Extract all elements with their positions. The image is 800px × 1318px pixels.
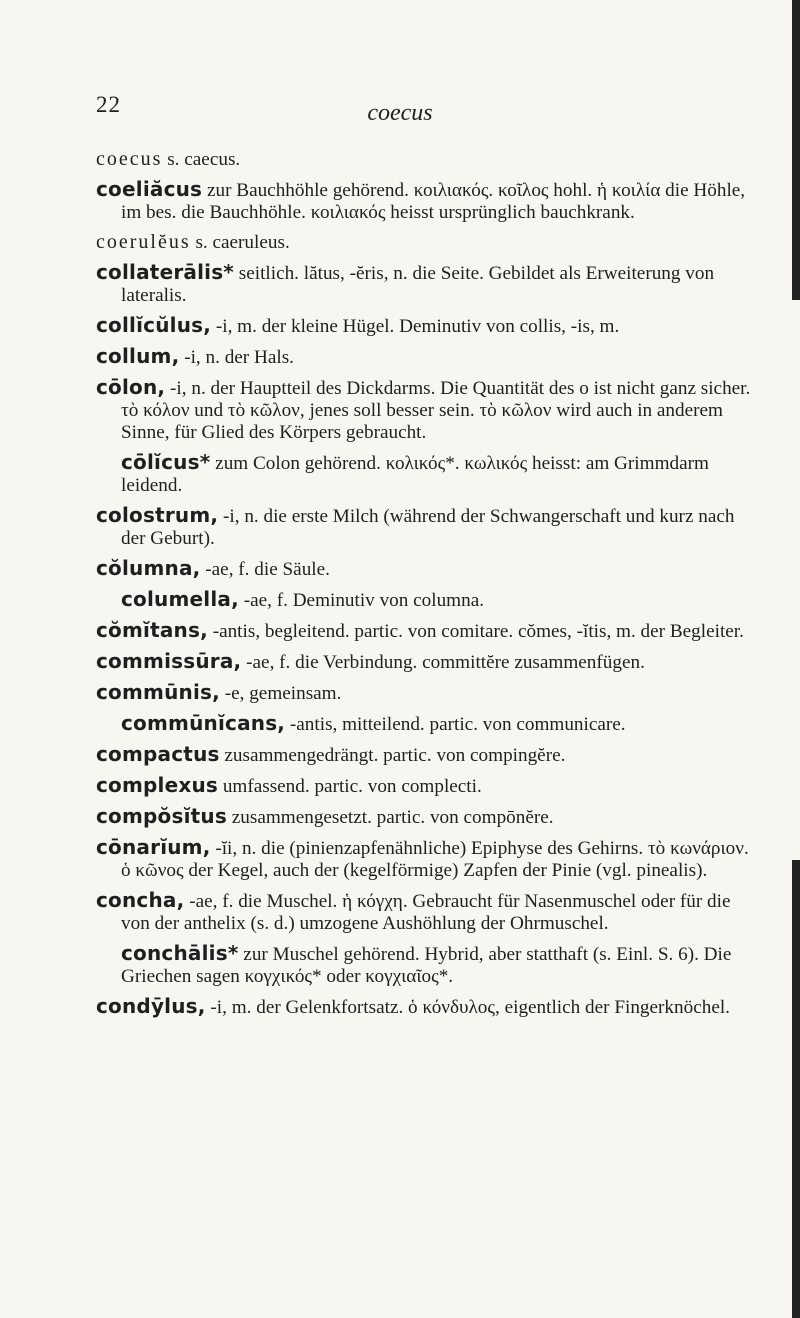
definition: s. caecus.	[162, 149, 241, 170]
headword: collum,	[96, 344, 180, 368]
entry-communis	[96, 681, 756, 705]
definition: -i, n. die erste Milch (während der Schwangerschaft und kurz nach der Geburt).	[121, 506, 735, 549]
entry-coeruleus	[96, 231, 756, 254]
entry-coeliacus	[96, 178, 756, 224]
entry-colicus	[96, 451, 756, 497]
definition: -i, n. der Hauptteil des Dickdarms. Die Quantität des o ist nicht ganz sicher. τὸ κόλον und τὸ κῶλον, jenes soll besser sein. τὸ κῶλον wird auch in anderem Sinne, für Glied des Körpers gebraucht.	[121, 378, 751, 443]
definition: -ae, f. die Verbindung. committĕre zusammenfügen.	[241, 652, 645, 673]
headword: cōnarĭum,	[96, 835, 211, 859]
definition: -ĭi, n. die (pinienzapfenähnliche) Epiphyse des Gehirns. τὸ κωνάριον. ὁ κῶνος der Kegel, auch der (kegelförmige) Zapfen der Pinie (vgl. pinealis).	[121, 838, 749, 881]
headword: cŏmĭtans,	[96, 618, 208, 642]
entry-colliculus	[96, 314, 756, 338]
definition: -antis, begleitend. partic. von comitare. cŏmes, -ĭtis, m. der Begleiter.	[207, 621, 744, 642]
headword: coeliăcus	[96, 177, 203, 201]
headword: condȳlus,	[96, 994, 206, 1018]
scan-edge-bottom	[792, 860, 800, 1318]
definition: -i, m. der Gelenkfortsatz. ὁ κόνδυλος, eigentlich der Fingerknöchel.	[205, 997, 730, 1018]
entry-condylus	[96, 995, 756, 1019]
headword: commissūra,	[96, 649, 242, 673]
entry-colon	[96, 376, 756, 444]
definition: zum Colon gehörend. κολικός*. κωλικός heisst: am Grimmdarm leidend.	[121, 453, 709, 496]
headword: collĭcŭlus,	[96, 313, 212, 337]
headword: complexus	[96, 773, 219, 797]
definition: zusammengedrängt. partic. von compingĕre.	[219, 745, 566, 766]
entry-concha	[96, 889, 756, 935]
scan-edge-top	[792, 0, 800, 300]
entry-columna	[96, 557, 756, 581]
definition: -ae, f. die Muschel. ἡ κόγχη. Gebraucht für Nasenmuschel oder für die von der anthelix (s. d.) umzogene Aushöhlung der Ohrmuschel.	[121, 891, 731, 934]
headword: conchālis*	[121, 941, 239, 965]
entry-collateralis	[96, 261, 756, 307]
definition: zur Bauchhöhle gehörend. κοιλιακός. κοῖλος hohl. ἡ κοιλία die Höhle, im bes. die Bauchhöhle. κοιλιακός heisst ursprünglich bauchkrank.	[121, 180, 746, 223]
definition: zusammengesetzt. partic. von compōnĕre.	[226, 807, 554, 828]
definition: zur Muschel gehörend. Hybrid, aber statthaft (s. Einl. S. 6). Die Griechen sagen κογχικός* oder κογχιαῖος*.	[121, 944, 732, 987]
entry-list	[96, 148, 756, 1026]
headword: compactus	[96, 742, 220, 766]
entry-compositus	[96, 805, 756, 829]
headword: concha,	[96, 888, 185, 912]
entry-compactus	[96, 743, 756, 767]
headword: cŏlumna,	[96, 556, 201, 580]
definition: umfassend. partic. von complecti.	[218, 776, 482, 797]
headword: commūnis,	[96, 680, 220, 704]
headword: columella,	[121, 587, 239, 611]
entry-commissura	[96, 650, 756, 674]
entry-communicans	[96, 712, 756, 736]
entry-coecus	[96, 148, 756, 171]
definition: seitlich. lătus, -ĕris, n. die Seite. Gebildet als Erweiterung von lateralis.	[121, 263, 715, 306]
entry-collum	[96, 345, 756, 369]
headword: coerulĕus	[96, 231, 191, 253]
definition: -ae, f. Deminutiv von columna.	[238, 590, 485, 611]
definition: -i, m. der kleine Hügel. Deminutiv von collis, -is, m.	[211, 316, 620, 337]
entry-conchalis	[96, 942, 756, 988]
headword: compŏsĭtus	[96, 804, 227, 828]
headword: colostrum,	[96, 503, 219, 527]
definition: -antis, mitteilend. partic. von communicare.	[285, 714, 626, 735]
entry-colostrum	[96, 504, 756, 550]
entry-conarium	[96, 836, 756, 882]
definition: s. caeruleus.	[190, 232, 290, 253]
definition: -e, gemeinsam.	[219, 683, 342, 704]
page-number: 22	[96, 92, 121, 117]
entry-comitans	[96, 619, 756, 643]
headword: collaterālis*	[96, 260, 234, 284]
headword: coecus	[96, 148, 163, 170]
headword: commūnĭcans,	[121, 711, 286, 735]
entry-columella	[96, 588, 756, 612]
definition: -ae, f. die Säule.	[200, 559, 330, 580]
headword: cōlĭcus*	[121, 450, 211, 474]
headword: cōlon,	[96, 375, 166, 399]
definition: -i, n. der Hals.	[179, 347, 294, 368]
entry-complexus	[96, 774, 756, 798]
running-head: coecus	[367, 100, 433, 126]
